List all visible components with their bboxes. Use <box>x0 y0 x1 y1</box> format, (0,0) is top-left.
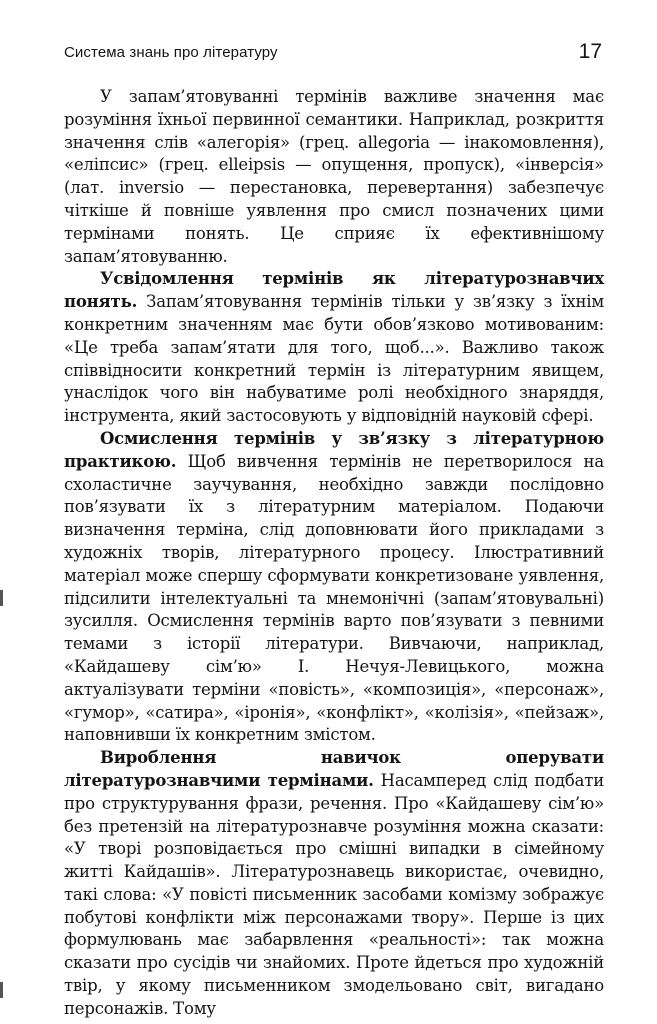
paragraph-memorization <box>64 86 604 268</box>
paragraph-skills <box>64 747 604 1021</box>
paragraph-lead: Осмислення термінів у зв’язку з літературною практикою. <box>64 428 604 471</box>
paragraph-text: Запам’ятовування термінів тільки у зв’язку з їхнім конкретним значенням має бути обов’язково мотивованим: «Це треба запам’ятати для того, щоб...». Важливо також співвідносити конкретний термін із літературним явищем, унаслідок чого він набуватиме ролі необхідного знаряддя, інструмента, який застосовують у відповідній науковій сфері. <box>64 292 604 426</box>
scan-edge-mark <box>0 982 3 998</box>
paragraph-lead: Вироблення навичок оперувати літературознавчими термінами. <box>64 748 604 790</box>
paragraph-awareness <box>64 268 604 428</box>
running-title: Система знань про літературу <box>64 44 278 61</box>
paragraph-text: Насамперед слід подбати про структурування фрази, речення. Про «Кайдашеву сім’ю» без претензій на літературознавче розуміння можна сказати: «У творі розповідається про смішні випадки в сімейному житті Кайдашів». Літературознавець використає, очевидно, такі слова: «У повісті письменник засобами комізму зображує побутові конфлікти між персонажами твору». Перше із цих формулювань має забарвлення «реальності»: так можна сказати про сусідів чи знайомих. Проте йдеться про художній твір, у якому письменником змодельовано світ, вигадано персонажів. Тому <box>64 770 604 1018</box>
body-text <box>64 86 604 1021</box>
page-number: 17 <box>578 40 602 63</box>
paragraph-text: Щоб вивчення термінів не перетворилося на схоластичне заучування, необхідно завжди послідовно пов’язувати їх з літературним матеріалом. Подаючи визначення терміна, слід доповнювати його прикладами з художніх творів, літературного процесу. Ілюстративний матеріал може спершу сформувати конкретизоване уявлення, підсилити інтелектуальні та мнемонічні (запам’ятовувальні) зусилля. Осмислення термінів варто пов’язувати з певними темами з історії літератури. Вивчаючи, наприклад, «Кайдашеву сім’ю» І. Нечуя-Левицького, можна актуалізувати терміни «повість», «композиція», «персонаж», «гумор», «сатира», «іронія», «конфлікт», «колізія», «пейзаж», наповнивши їх конкретним змістом. <box>64 451 604 745</box>
paragraph-comprehension <box>64 428 604 747</box>
paragraph-text: У запам’ятовуванні термінів важливе значення має розуміння їхньої первинної семантики. Наприклад, розкриття значення слів «алегорія» (грец. allegoria — інакомовлення), «еліпсис» (грец. elleipsis — опущення, пропуск), «інверсія» (лат. inversio — перестановка, перевертання) забезпечує чіткіше й повніше уявлення про смисл позначених цими термінами понять. Це сприяє їх ефективнішому запам’ятовуванню. <box>64 87 604 266</box>
scan-edge-mark <box>0 590 3 606</box>
running-header <box>64 40 604 68</box>
paragraph-lead: Усвідомлення термінів як літературознавчих понять. <box>64 269 604 312</box>
